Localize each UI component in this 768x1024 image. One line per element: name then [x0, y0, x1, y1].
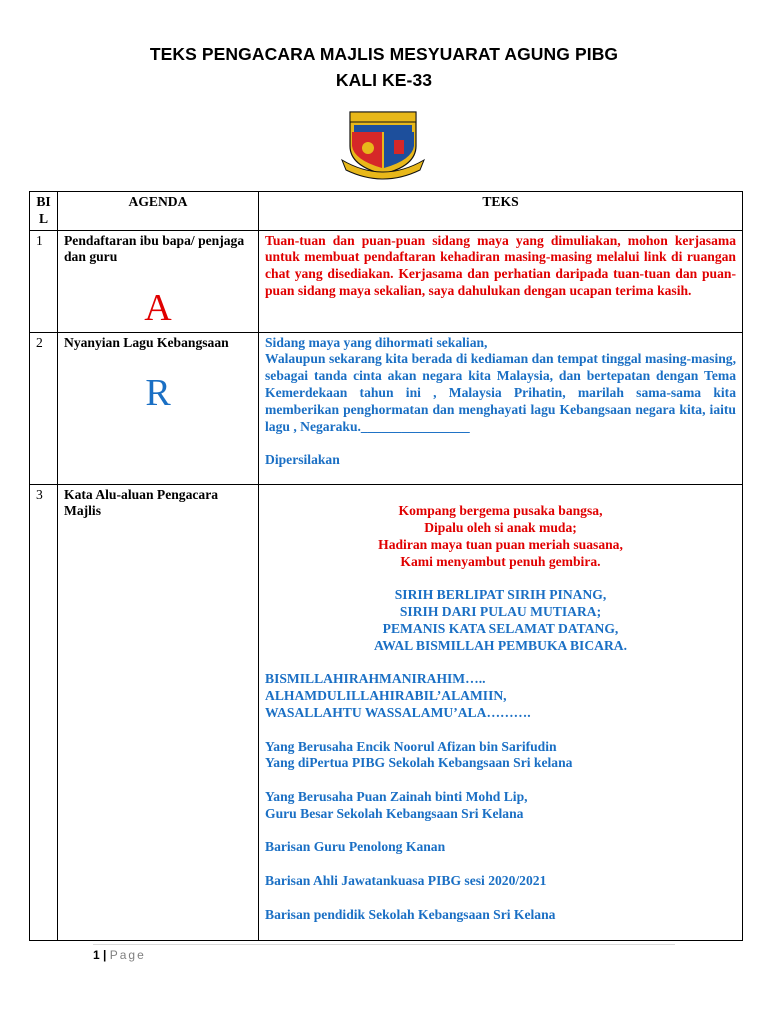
pantun-line: PEMANIS KATA SELAMAT DATANG, [382, 620, 619, 636]
school-crest-logo [340, 108, 426, 180]
row-number: 3 [30, 484, 58, 940]
anthem-paragraph: Walaupun sekarang kita berada di kediaman dan tempat tinggal masing-masing, sebagai tanda cinta akan negara kita Malaysia, dan bertepatan dengan Tema Kemerdekaan tahun ini , Malaysia Prihatin, marilah sama-sama kita memberikan penghormatan dan menghayati lagu Kebangsaan negara kita, iaitu lagu , Negaraku.________________ [265, 351, 736, 434]
anthem-greeting: Sidang maya yang dihormati sekalian, [265, 334, 488, 350]
agenda-label: Kata Alu-aluan Pengacara Majlis [64, 486, 219, 519]
pantun-line: Dipalu oleh si anak muda; [424, 520, 577, 536]
pantun-kompang [265, 503, 736, 570]
column-header-bil: BI L [30, 192, 58, 231]
greeting-line: Guru Besar Sekolah Kebangsaan Sri Kelana [265, 805, 524, 821]
salam-line: BISMILLAHIRAHMANIRAHIM….. [265, 671, 486, 687]
pantun-line: SIRIH BERLIPAT SIRIH PINANG, [394, 587, 607, 603]
pantun-line: Kompang bergema pusaka bangsa, [398, 503, 603, 519]
greeting-committee: Barisan Ahli Jawatankuasa PIBG sesi 2020/2021 [265, 872, 547, 888]
agenda-label: Pendaftaran ibu bapa/ penjaga dan guru [64, 232, 245, 265]
registration-text: Tuan-tuan dan puan-puan sidang maya yang dimuliakan, mohon kerjasama untuk membuat pendaftaran kehadiran masing-masing melalui link di ruangan chat yang disediakan. Kerjasama dan perhatian daripada tuan-tuan dan puan-puan sidang maya sekalian, saya dahulukan dengan ucapan terima kasih. [265, 232, 736, 298]
agenda-table [29, 191, 743, 941]
section-marker-r: R [145, 372, 171, 415]
table-header-row [30, 192, 743, 231]
agenda-cell [58, 230, 259, 332]
page-number: 1 [93, 948, 100, 962]
pantun-line: SIRIH DARI PULAU MUTIARA; [399, 604, 602, 620]
greeting-line: Yang diPertua PIBG Sekolah Kebangsaan Sri kelana [265, 755, 573, 771]
opening-salam [265, 671, 736, 721]
document-subtitle: KALI KE-33 [335, 70, 433, 90]
footer-separator: | [103, 948, 107, 962]
table-row [30, 230, 743, 332]
pantun-line: AWAL BISMILLAH PEMBUKA BICARA. [373, 637, 628, 653]
table-row [30, 332, 743, 484]
pantun-sirih [265, 587, 736, 654]
column-header-agenda: AGENDA [58, 192, 259, 231]
greeting-line: Yang Berusaha Puan Zainah binti Mohd Lip, [265, 788, 528, 804]
column-header-teks: TEKS [259, 192, 743, 231]
greeting-line: Yang Berusaha Encik Noorul Afizan bin Sarifudin [265, 738, 557, 754]
document-title: TEKS PENGACARA MAJLIS MESYUARAT AGUNG PIBG [149, 44, 619, 64]
anthem-closing: Dipersilakan [265, 452, 340, 468]
greeting-headmistress [265, 789, 736, 823]
teks-cell [259, 484, 743, 940]
page-footer [93, 948, 146, 962]
table-row [30, 484, 743, 940]
pantun-line: Hadiran maya tuan puan meriah suasana, [378, 536, 623, 552]
salam-line: ALHAMDULILLAHIRABIL’ALAMIIN, [265, 688, 507, 704]
salam-line: WASALLAHTU WASSALAMU’ALA………. [265, 704, 531, 720]
agenda-cell [58, 332, 259, 484]
page-label: Page [109, 948, 146, 962]
agenda-cell [58, 484, 259, 940]
teks-cell [259, 230, 743, 332]
pantun-line: Kami menyambut penuh gembira. [400, 553, 601, 569]
row-number: 2 [30, 332, 58, 484]
greeting-senior-assistants: Barisan Guru Penolong Kanan [265, 839, 446, 855]
teks-cell [259, 332, 743, 484]
section-marker-a: A [144, 287, 172, 330]
row-number: 1 [30, 230, 58, 332]
footer-divider [93, 944, 675, 945]
greeting-pibg-chair [265, 739, 736, 773]
agenda-label: Nyanyian Lagu Kebangsaan [64, 334, 229, 350]
greeting-teachers: Barisan pendidik Sekolah Kebangsaan Sri Kelana [265, 906, 556, 922]
